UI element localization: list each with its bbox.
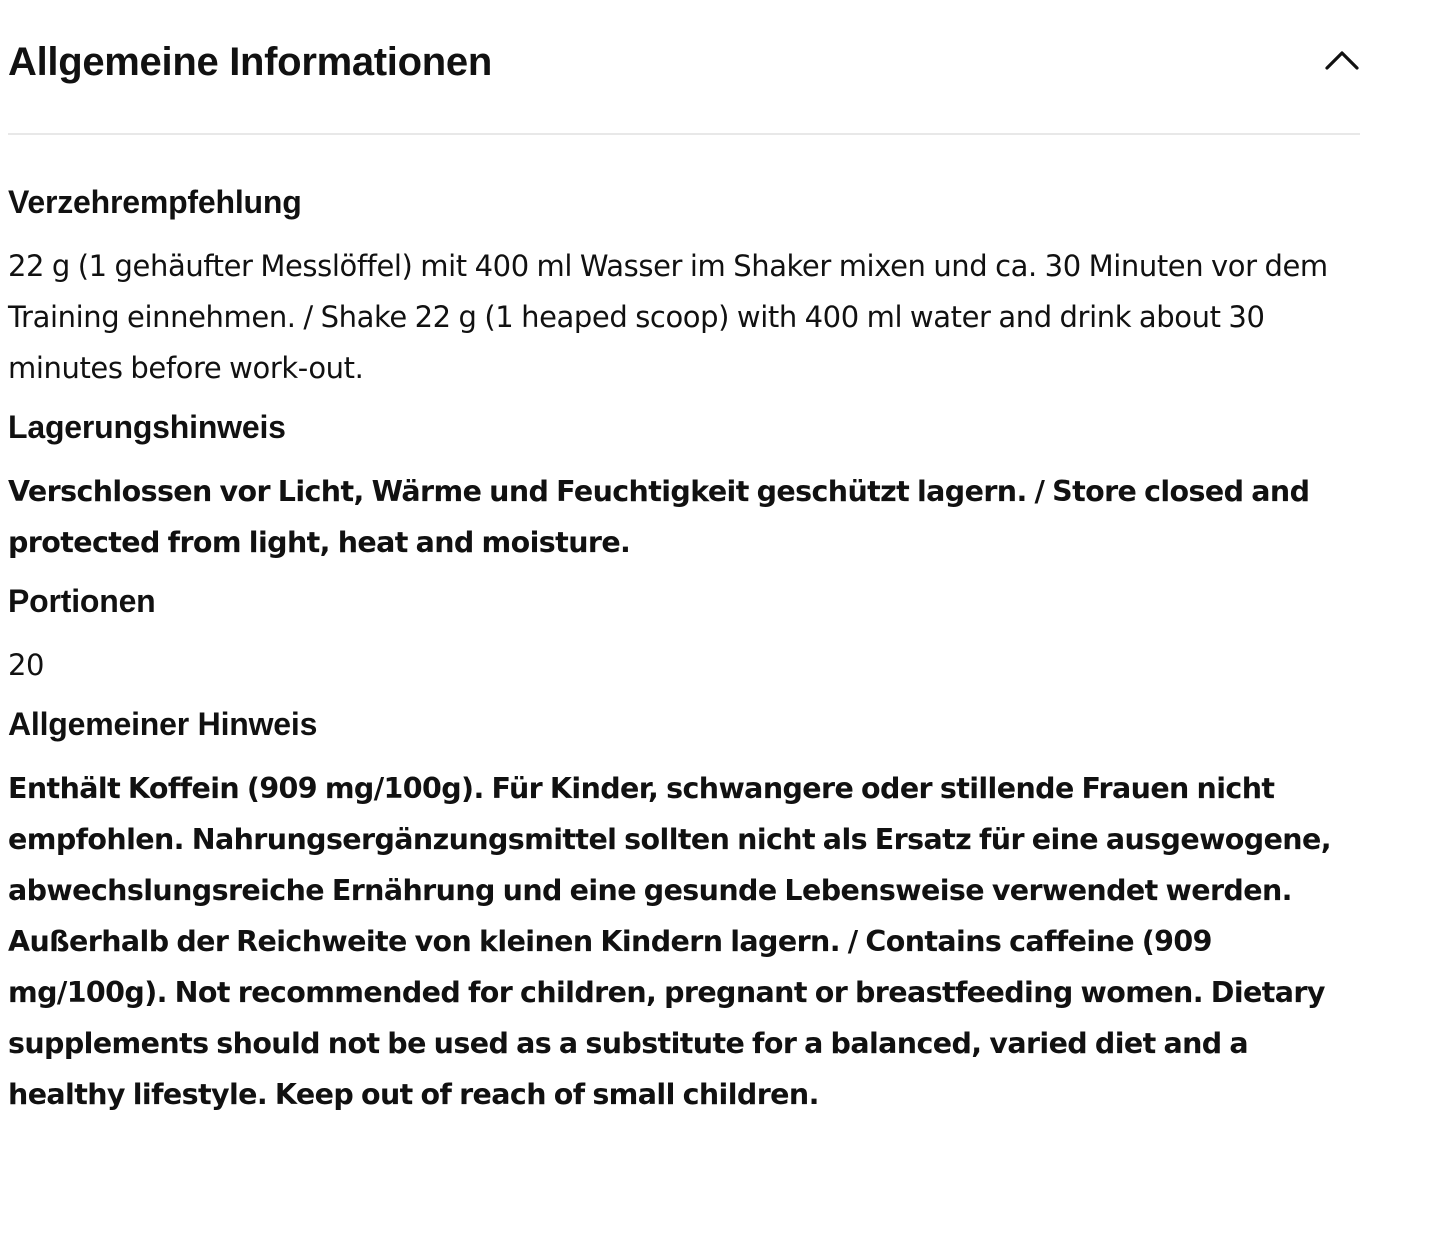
chevron-up-icon: [1325, 49, 1359, 71]
section-text: 20: [8, 648, 45, 682]
general-information-panel: [8, 0, 1360, 1134]
section-heading: Lagerungshinweis: [8, 409, 286, 445]
section-heading: Verzehrempfehlung: [8, 184, 302, 220]
section-heading: Portionen: [8, 583, 156, 619]
accordion-header[interactable]: [8, 0, 1360, 135]
section-notice: [8, 705, 1360, 1120]
accordion-title: Allgemeine Informationen: [8, 40, 492, 84]
accordion-toggle-button[interactable]: [1324, 42, 1360, 78]
section-text: Enthält Koffein (909 mg/100g). Für Kinder, schwangere oder stillende Frauen nicht empfohlen. Nahrungsergänzungsmittel sollten nicht als Ersatz für eine ausgewogene, abwechslungsreiche Ernährung und eine gesunde Lebensweise verwendet werden. Außerhalb der Reichweite von kleinen Kindern lagern. / Contains caffeine (909 mg/100g). Not recommended for children, pregnant or breastfeeding women. Dietary supplements should not be used as a substitute for a balanced, varied diet and a healthy lifestyle. Keep out of reach of small children.: [8, 772, 1331, 1111]
accordion-content: [8, 135, 1360, 1120]
section-heading: Allgemeiner Hinweis: [8, 706, 318, 742]
section-servings: [8, 582, 1360, 691]
section-text: 22 g (1 gehäufter Messlöffel) mit 400 ml Wasser im Shaker mixen und ca. 30 Minuten vor dem Training einnehmen. / Shake 22 g (1 heaped scoop) with 400 ml water and drink about 30 minutes before work-out.: [8, 249, 1328, 385]
section-text: Verschlossen vor Licht, Wärme und Feuchtigkeit geschützt lagern. / Store closed and protected from light, heat and moisture.: [8, 475, 1310, 559]
section-dosage: [8, 183, 1360, 394]
section-storage: [8, 408, 1360, 568]
